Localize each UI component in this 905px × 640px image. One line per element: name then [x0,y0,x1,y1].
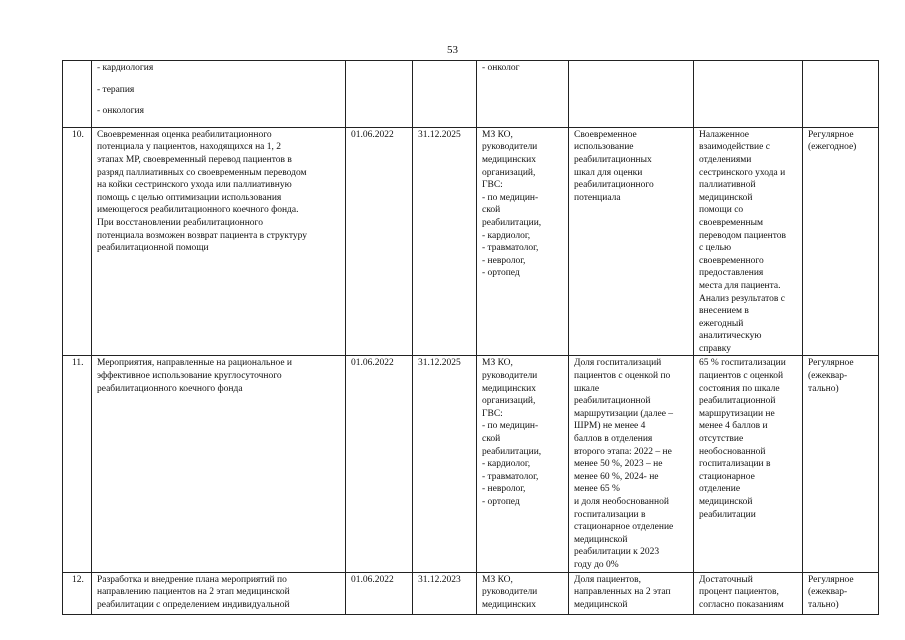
cell-responsible: МЗ КО, руководители медицинских организаций, ГВС: - по медицин- ской реабилитации, - кардиолог, - травматолог, - невролог, - ортопед [477,127,569,356]
cell-result: 65 % госпитализации пациентов с оценкой состояния по шкале реабилитационной маршрутизации не менее 4 баллов и отсутствие необоснованной госпитализации в стационарное отделение медицинской реабилитации [694,356,803,572]
measure-line: - терапия [97,84,135,95]
cell-indicator: Своевременное использование реабилитационных шкал для оценки реабилитационного потенциала [569,127,694,356]
cell-start: 01.06.2022 [346,127,413,356]
table-row [63,356,879,572]
cell-measure: Мероприятия, направленные на рациональное и эффективное использование круглосуточного реабилитационного коечного фонда [92,356,346,572]
cell-end [413,61,477,128]
cell-periodicity: Регулярное (ежеквар- тально) [803,356,879,572]
measure-line: - онкология [97,106,144,117]
page-number: 53 [447,44,458,56]
cell-end: 31.12.2025 [413,127,477,356]
cell-responsible: МЗ КО, руководители медицинских [477,572,569,614]
cell-indicator: Доля пациентов, направленных на 2 этап медицинской [569,572,694,614]
cell-responsible: МЗ КО, руководители медицинских организаций, ГВС: - по медицин- ской реабилитации, - кардиолог, - травматолог, - невролог, - ортопед [477,356,569,572]
cell-number [63,61,92,128]
cell-result: Достаточный процент пациентов, согласно показаниям [694,572,803,614]
cell-responsible: - онколог [477,61,569,128]
cell-end: 31.12.2025 [413,356,477,572]
cell-result [694,61,803,128]
cell-measure [92,61,346,128]
cell-measure: Своевременная оценка реабилитационного потенциала у пациентов, находящихся на 1, 2 этапах МР, своевременный перевод пациентов в разряд паллиативных со своевременным переводом на койки сестринского ухода или паллиативную помощь с целью оптимизации использования имеющегося реабилитационного коечного фонда. При восстановлении реабилитационного потенциала возможен возврат пациента в структуру реабилитационной помощи [92,127,346,356]
cell-start: 01.06.2022 [346,572,413,614]
cell-measure: Разработка и внедрение плана мероприятий по направлению пациентов на 2 этап медицинской реабилитации с определением индивидуальной [92,572,346,614]
cell-periodicity: Регулярное (ежеквар- тально) [803,572,879,614]
table-row [63,572,879,614]
cell-indicator [569,61,694,128]
table-row [63,127,879,356]
cell-indicator: Доля госпитализаций пациентов с оценкой по шкале реабилитационной маршрутизации (далее – ШРМ) не менее 4 баллов в отделения второго этапа: 2022 – не менее 50 %, 2023 – не менее 60 %, 2024- не менее 65 % и доля необоснованной госпитализации в стационарное отделение медицинской реабилитации к 2023 году до 0% [569,356,694,572]
cell-start [346,61,413,128]
cell-number: 12. [63,572,92,614]
cell-number: 11. [63,356,92,572]
cell-result: Налаженное взаимодействие с отделениями сестринского ухода и паллиативной медицинской помощи со своевременным переводом пациентов с целью своевременного предоставления места для пациента. Анализ результатов с внесением в ежегодный аналитическую справку [694,127,803,356]
cell-start: 01.06.2022 [346,356,413,572]
cell-end: 31.12.2023 [413,572,477,614]
measure-line: - кардиология [97,63,154,73]
cell-number: 10. [63,127,92,356]
cell-periodicity [803,61,879,128]
measures-table [62,60,879,615]
table-row-continuation [63,61,879,128]
cell-periodicity: Регулярное (ежегодное) [803,127,879,356]
